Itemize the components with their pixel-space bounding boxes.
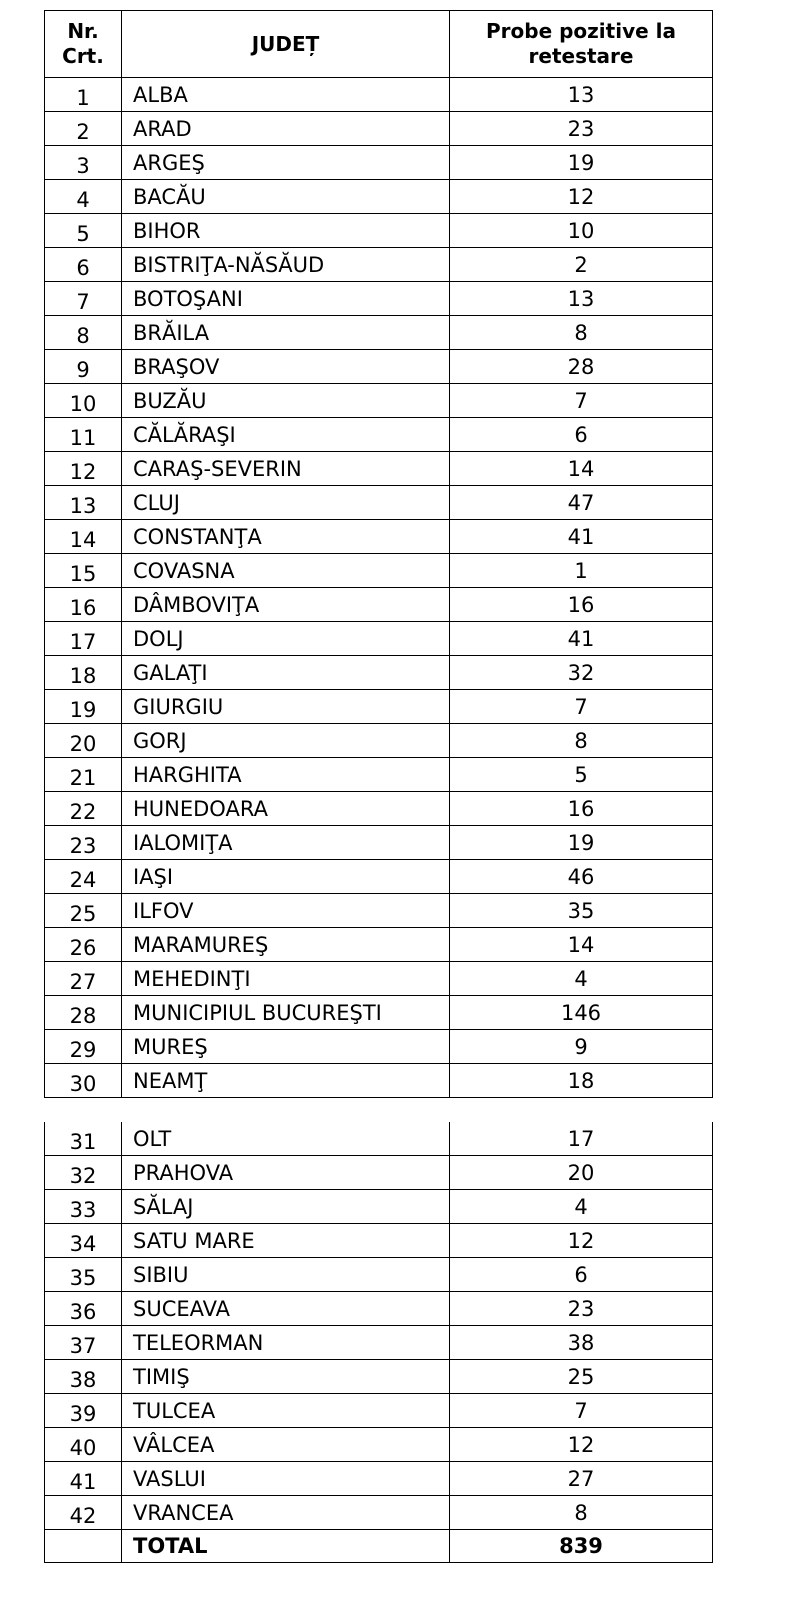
positive-count: 27 bbox=[450, 1462, 713, 1496]
row-number: 29 bbox=[45, 1030, 122, 1064]
row-number: 28 bbox=[45, 996, 122, 1030]
row-number: 34 bbox=[45, 1224, 122, 1258]
table-row bbox=[45, 690, 713, 724]
total-row bbox=[45, 1530, 713, 1563]
row-number: 5 bbox=[45, 214, 122, 248]
positive-count: 16 bbox=[450, 792, 713, 826]
county-name: SĂLAJ bbox=[122, 1190, 450, 1224]
row-number: 22 bbox=[45, 792, 122, 826]
table-row bbox=[45, 248, 713, 282]
table-row bbox=[45, 1428, 713, 1462]
positive-count: 12 bbox=[450, 1428, 713, 1462]
positive-count: 41 bbox=[450, 622, 713, 656]
county-name: COVASNA bbox=[122, 554, 450, 588]
county-name: VÂLCEA bbox=[122, 1428, 450, 1462]
table-row bbox=[45, 146, 713, 180]
table-row bbox=[45, 792, 713, 826]
county-name: BACĂU bbox=[122, 180, 450, 214]
table-row bbox=[45, 452, 713, 486]
county-name: IAŞI bbox=[122, 860, 450, 894]
positive-count: 2 bbox=[450, 248, 713, 282]
positive-count: 35 bbox=[450, 894, 713, 928]
table-row bbox=[45, 1190, 713, 1224]
positive-count: 19 bbox=[450, 826, 713, 860]
row-number: 26 bbox=[45, 928, 122, 962]
positive-count: 146 bbox=[450, 996, 713, 1030]
row-number: 39 bbox=[45, 1394, 122, 1428]
table-row bbox=[45, 486, 713, 520]
table-row bbox=[45, 1326, 713, 1360]
county-name: GALAŢI bbox=[122, 656, 450, 690]
row-number: 6 bbox=[45, 248, 122, 282]
total-value: 839 bbox=[450, 1530, 713, 1563]
row-number: 30 bbox=[45, 1064, 122, 1098]
positive-count: 17 bbox=[450, 1122, 713, 1156]
county-name: TULCEA bbox=[122, 1394, 450, 1428]
county-name: CARAŞ-SEVERIN bbox=[122, 452, 450, 486]
positive-count: 4 bbox=[450, 962, 713, 996]
county-name: NEAMŢ bbox=[122, 1064, 450, 1098]
positive-count: 12 bbox=[450, 1224, 713, 1258]
row-number: 42 bbox=[45, 1496, 122, 1530]
positive-count: 18 bbox=[450, 1064, 713, 1098]
county-name: BOTOŞANI bbox=[122, 282, 450, 316]
row-number: 27 bbox=[45, 962, 122, 996]
row-number: 41 bbox=[45, 1462, 122, 1496]
row-number: 35 bbox=[45, 1258, 122, 1292]
positive-count: 7 bbox=[450, 690, 713, 724]
table-row bbox=[45, 1394, 713, 1428]
positive-count: 7 bbox=[450, 384, 713, 418]
row-number: 10 bbox=[45, 384, 122, 418]
table-row bbox=[45, 962, 713, 996]
positive-count: 20 bbox=[450, 1156, 713, 1190]
row-number: 7 bbox=[45, 282, 122, 316]
row-number: 8 bbox=[45, 316, 122, 350]
positive-count: 28 bbox=[450, 350, 713, 384]
table-row bbox=[45, 282, 713, 316]
table-row bbox=[45, 622, 713, 656]
table-body-part-1 bbox=[45, 78, 713, 1098]
table-row bbox=[45, 1122, 713, 1156]
table-row bbox=[45, 384, 713, 418]
positive-count: 14 bbox=[450, 928, 713, 962]
table-row bbox=[45, 78, 713, 112]
county-name: SUCEAVA bbox=[122, 1292, 450, 1326]
county-name: TELEORMAN bbox=[122, 1326, 450, 1360]
row-number: 21 bbox=[45, 758, 122, 792]
positive-count: 16 bbox=[450, 588, 713, 622]
county-name: BIHOR bbox=[122, 214, 450, 248]
table-row bbox=[45, 1496, 713, 1530]
table-row bbox=[45, 1224, 713, 1258]
positive-count: 32 bbox=[450, 656, 713, 690]
table-row bbox=[45, 112, 713, 146]
row-number: 38 bbox=[45, 1360, 122, 1394]
county-name: MARAMUREŞ bbox=[122, 928, 450, 962]
positive-count: 23 bbox=[450, 1292, 713, 1326]
county-name: MUNICIPIUL BUCUREŞTI bbox=[122, 996, 450, 1030]
county-name: SATU MARE bbox=[122, 1224, 450, 1258]
county-name: BRĂILA bbox=[122, 316, 450, 350]
data-table-part-1 bbox=[44, 10, 713, 1098]
header-judet: JUDEȚ bbox=[122, 11, 450, 78]
header-nr-crt: Nr. Crt. bbox=[45, 11, 122, 78]
positive-count: 46 bbox=[450, 860, 713, 894]
county-name: CLUJ bbox=[122, 486, 450, 520]
row-number: 4 bbox=[45, 180, 122, 214]
positive-count: 8 bbox=[450, 316, 713, 350]
row-number: 31 bbox=[45, 1122, 122, 1156]
positive-count: 1 bbox=[450, 554, 713, 588]
row-number: 19 bbox=[45, 690, 122, 724]
county-name: IALOMIŢA bbox=[122, 826, 450, 860]
county-name: HARGHITA bbox=[122, 758, 450, 792]
positive-count: 6 bbox=[450, 418, 713, 452]
county-name: VASLUI bbox=[122, 1462, 450, 1496]
positive-count: 38 bbox=[450, 1326, 713, 1360]
positive-count: 8 bbox=[450, 1496, 713, 1530]
row-number: 32 bbox=[45, 1156, 122, 1190]
county-name: OLT bbox=[122, 1122, 450, 1156]
county-name: MUREŞ bbox=[122, 1030, 450, 1064]
table-row bbox=[45, 860, 713, 894]
table-row bbox=[45, 1064, 713, 1098]
row-number: 18 bbox=[45, 656, 122, 690]
table-row bbox=[45, 928, 713, 962]
table-row bbox=[45, 758, 713, 792]
positive-count: 10 bbox=[450, 214, 713, 248]
table-row bbox=[45, 554, 713, 588]
row-number: 17 bbox=[45, 622, 122, 656]
row-number: 13 bbox=[45, 486, 122, 520]
row-number: 14 bbox=[45, 520, 122, 554]
positive-count: 7 bbox=[450, 1394, 713, 1428]
row-number: 36 bbox=[45, 1292, 122, 1326]
positive-count: 13 bbox=[450, 78, 713, 112]
county-name: SIBIU bbox=[122, 1258, 450, 1292]
positive-count: 14 bbox=[450, 452, 713, 486]
positive-count: 13 bbox=[450, 282, 713, 316]
table-row bbox=[45, 1030, 713, 1064]
county-name: BISTRIŢA-NĂSĂUD bbox=[122, 248, 450, 282]
table-row bbox=[45, 656, 713, 690]
county-name: ILFOV bbox=[122, 894, 450, 928]
table-row bbox=[45, 1258, 713, 1292]
county-name: DÂMBOVIŢA bbox=[122, 588, 450, 622]
row-number: 16 bbox=[45, 588, 122, 622]
county-name: GORJ bbox=[122, 724, 450, 758]
county-name: ARGEŞ bbox=[122, 146, 450, 180]
table-row bbox=[45, 1462, 713, 1496]
row-number: 24 bbox=[45, 860, 122, 894]
row-number: 1 bbox=[45, 78, 122, 112]
county-name: HUNEDOARA bbox=[122, 792, 450, 826]
row-number: 33 bbox=[45, 1190, 122, 1224]
data-table-part-2 bbox=[44, 1122, 713, 1563]
table-row bbox=[45, 1156, 713, 1190]
county-name: ARAD bbox=[122, 112, 450, 146]
table-row bbox=[45, 894, 713, 928]
positive-count: 25 bbox=[450, 1360, 713, 1394]
table-row bbox=[45, 350, 713, 384]
table-row bbox=[45, 418, 713, 452]
county-name: VRANCEA bbox=[122, 1496, 450, 1530]
total-label: TOTAL bbox=[122, 1530, 450, 1563]
row-number: 2 bbox=[45, 112, 122, 146]
county-name: PRAHOVA bbox=[122, 1156, 450, 1190]
county-name: CONSTANŢA bbox=[122, 520, 450, 554]
table-row bbox=[45, 520, 713, 554]
row-number: 3 bbox=[45, 146, 122, 180]
county-name: GIURGIU bbox=[122, 690, 450, 724]
positive-count: 19 bbox=[450, 146, 713, 180]
table-row bbox=[45, 180, 713, 214]
positive-count: 4 bbox=[450, 1190, 713, 1224]
row-number: 23 bbox=[45, 826, 122, 860]
county-name: BRAŞOV bbox=[122, 350, 450, 384]
row-number: 40 bbox=[45, 1428, 122, 1462]
positive-count: 47 bbox=[450, 486, 713, 520]
row-number: 9 bbox=[45, 350, 122, 384]
row-number: 37 bbox=[45, 1326, 122, 1360]
county-name: MEHEDINŢI bbox=[122, 962, 450, 996]
table-row bbox=[45, 1292, 713, 1326]
table-row bbox=[45, 316, 713, 350]
table-row bbox=[45, 724, 713, 758]
table-row bbox=[45, 826, 713, 860]
total-blank-cell bbox=[45, 1530, 122, 1563]
header-row bbox=[45, 11, 713, 78]
county-name: BUZĂU bbox=[122, 384, 450, 418]
table-row bbox=[45, 214, 713, 248]
positive-count: 8 bbox=[450, 724, 713, 758]
county-name: ALBA bbox=[122, 78, 450, 112]
positive-count: 41 bbox=[450, 520, 713, 554]
positive-count: 9 bbox=[450, 1030, 713, 1064]
positive-count: 12 bbox=[450, 180, 713, 214]
table-row bbox=[45, 1360, 713, 1394]
county-name: CĂLĂRAŞI bbox=[122, 418, 450, 452]
positive-count: 23 bbox=[450, 112, 713, 146]
county-name: DOLJ bbox=[122, 622, 450, 656]
header-probe-pozitive: Probe pozitive la retestare bbox=[450, 11, 713, 78]
positive-count: 5 bbox=[450, 758, 713, 792]
table-body-part-2 bbox=[45, 1122, 713, 1563]
row-number: 12 bbox=[45, 452, 122, 486]
table-row bbox=[45, 588, 713, 622]
row-number: 11 bbox=[45, 418, 122, 452]
row-number: 20 bbox=[45, 724, 122, 758]
table-row bbox=[45, 996, 713, 1030]
county-name: TIMIŞ bbox=[122, 1360, 450, 1394]
row-number: 25 bbox=[45, 894, 122, 928]
row-number: 15 bbox=[45, 554, 122, 588]
positive-count: 6 bbox=[450, 1258, 713, 1292]
